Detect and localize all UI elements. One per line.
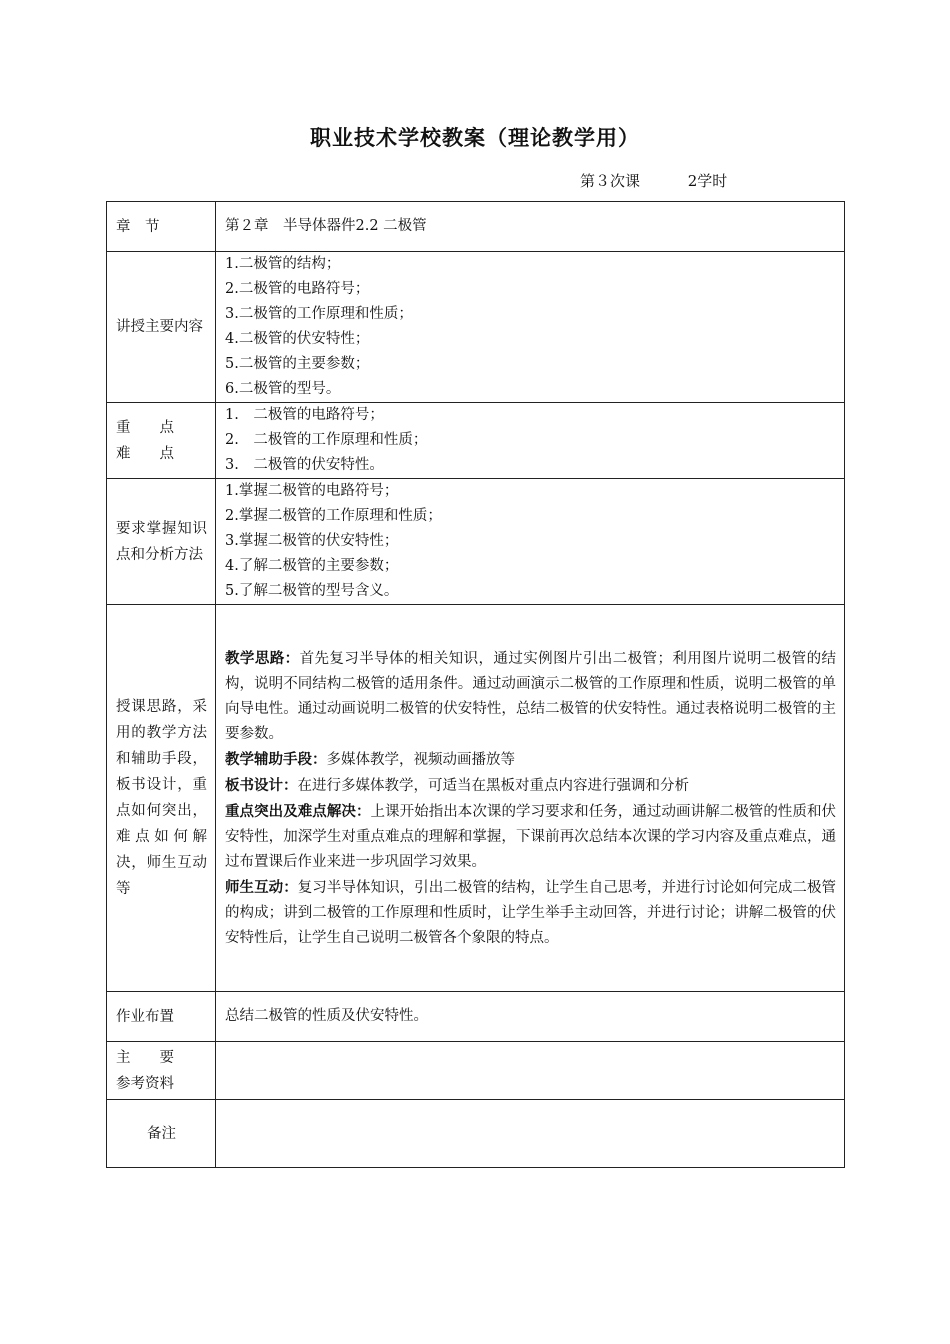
approach-paragraph xyxy=(225,773,836,799)
homework-label: 作业布置 xyxy=(107,992,216,1042)
row-requirements xyxy=(107,479,845,605)
row-content xyxy=(107,252,845,403)
approach-paragraph xyxy=(225,875,836,951)
notes-label: 备注 xyxy=(107,1100,216,1168)
content-item: 3.二极管的工作原理和性质； xyxy=(225,306,413,322)
content-list xyxy=(216,252,845,403)
key-points-label xyxy=(107,403,216,479)
chapter-label: 章 节 xyxy=(107,202,216,252)
row-references xyxy=(107,1042,845,1100)
homework-value: 总结二极管的性质及伏安特性。 xyxy=(216,992,845,1042)
content-item: 6.二极管的型号。 xyxy=(225,381,341,397)
row-homework xyxy=(107,992,845,1042)
key-point-item: 2. 二极管的工作原理和性质； xyxy=(225,432,428,448)
approach-paragraph xyxy=(225,646,836,747)
content-item: 5.二极管的主要参数； xyxy=(225,356,370,372)
content-item: 2.二极管的电路符号； xyxy=(225,281,370,297)
approach-paragraph xyxy=(225,747,836,773)
content-item: 4.二极管的伏安特性； xyxy=(225,331,370,347)
key-points-list xyxy=(216,403,845,479)
chapter-value: 第２章 半导体器件2.2 二极管 xyxy=(216,202,845,252)
requirements-label: 要求掌握知识点和分析方法 xyxy=(107,479,216,605)
requirement-item: 5.了解二极管的型号含义。 xyxy=(225,583,399,599)
row-approach xyxy=(107,605,845,992)
approach-label: 授课思路，采用的教学方法和辅助手段，板书设计，重点如何突出，难点如何解决，师生互动等 xyxy=(107,605,216,992)
approach-text: 首先复习半导体的相关知识，通过实例图片引出二极管；利用图片说明二极管的结构，说明不同结构二极管的适用条件。通过动画演示二极管的工作原理和性质，说明二极管的单向导电性。通过动画说明二极管的伏安特性，总结二极管的伏安特性。通过表格说明二极管的主要参数。 xyxy=(225,650,836,742)
page-title: 职业技术学校教案（理论教学用） xyxy=(310,125,640,150)
requirement-item: 1.掌握二极管的电路符号； xyxy=(225,483,399,499)
requirement-item: 2.掌握二极管的工作原理和性质； xyxy=(225,508,442,524)
approach-paragraph xyxy=(225,799,836,875)
approach-text: 多媒体教学，视频动画播放等 xyxy=(326,751,515,768)
requirement-item: 3.掌握二极管的伏安特性； xyxy=(225,533,399,549)
references-label xyxy=(107,1042,216,1100)
approach-content xyxy=(216,605,845,992)
lesson-hours: 2学时 xyxy=(687,172,728,190)
key-point-item: 3. 二极管的伏安特性。 xyxy=(225,457,384,473)
row-notes xyxy=(107,1100,845,1168)
difficult-points-label-line: 难 点 xyxy=(116,445,174,462)
lesson-plan-table xyxy=(106,201,845,1168)
references-label-line: 参考资料 xyxy=(116,1075,174,1092)
lesson-number: 第３次课 xyxy=(580,172,641,190)
references-value xyxy=(216,1042,845,1100)
approach-heading: 教学辅助手段： xyxy=(225,750,327,768)
content-item: 1.二极管的结构； xyxy=(225,256,341,272)
row-key-points xyxy=(107,403,845,479)
key-point-item: 1. 二极管的电路符号； xyxy=(225,407,384,423)
requirements-list xyxy=(216,479,845,605)
key-points-label-line: 重 点 xyxy=(116,419,174,436)
notes-value xyxy=(216,1100,845,1168)
approach-heading: 重点突出及难点解决： xyxy=(225,802,371,820)
approach-heading: 板书设计： xyxy=(225,776,298,794)
approach-text: 在进行多媒体教学，可适当在黑板对重点内容进行强调和分析 xyxy=(297,777,689,794)
approach-heading: 师生互动： xyxy=(225,878,298,896)
row-chapter xyxy=(107,202,845,252)
references-label-line: 主 要 xyxy=(116,1049,174,1066)
content-label: 讲授主要内容 xyxy=(107,252,216,403)
approach-heading: 教学思路： xyxy=(225,649,300,667)
approach-text: 上课开始指出本次课的学习要求和任务，通过动画讲解二极管的性质和伏安特性，加深学生对重点难点的理解和掌握，下课前再次总结本次课的学习内容及重点难点，通过布置课后作业来进一步巩固学习效果。 xyxy=(225,803,837,870)
approach-text: 复习半导体知识，引出二极管的结构，让学生自己思考，并进行讨论如何完成二极管的构成；讲到二极管的工作原理和性质时，让学生举手主动回答，并进行讨论；讲解二极管的伏安特性后，让学生自己说明二极管各个象限的特点。 xyxy=(225,879,837,946)
requirement-item: 4.了解二极管的主要参数； xyxy=(225,558,399,574)
lesson-meta xyxy=(580,170,727,191)
